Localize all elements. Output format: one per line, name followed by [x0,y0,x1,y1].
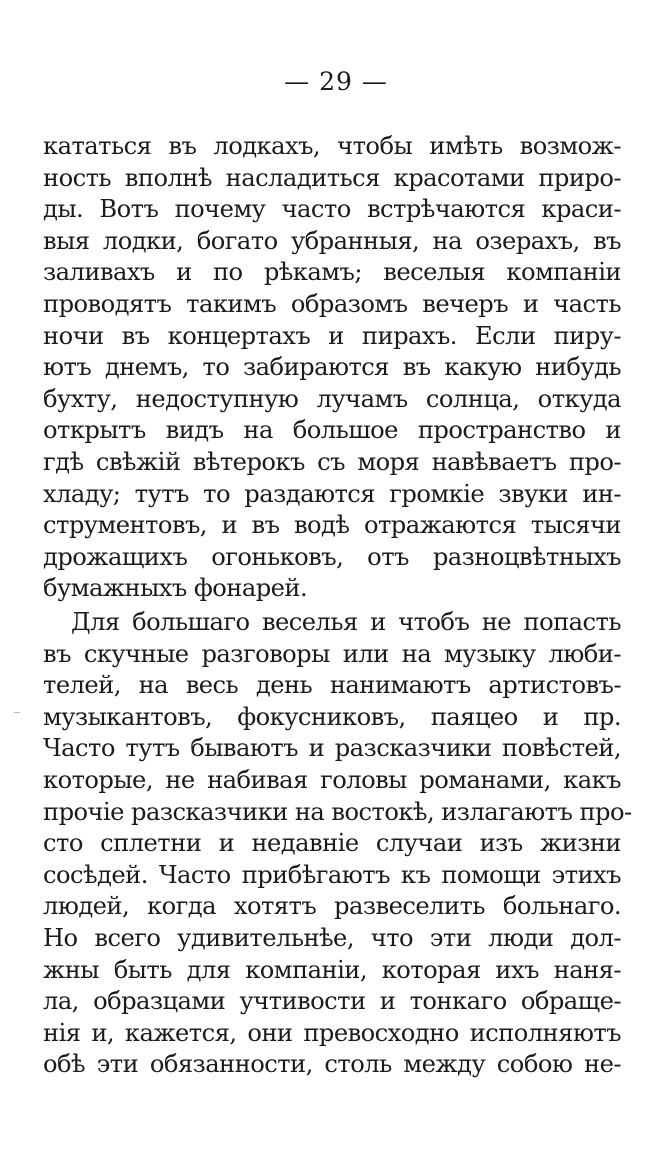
page-number: — 29 — [284,67,388,96]
paragraph-2 [43,607,632,1081]
text-line: открытъ видъ на большое пространство и [43,416,621,445]
margin-mark [14,712,20,713]
text-line: Часто тутъ бываютъ и разсказчики повѣстей, [43,734,621,763]
text-line: ды. Вотъ почему часто встрѣчаются краси- [43,195,621,224]
text-line: Для большаго веселья и чтобъ не попасть [71,608,621,636]
text-line: ютъ днемъ, то забираются въ какую нибудь [43,353,621,382]
text-line: жны быть для компаніи, которая ихъ наня- [43,955,621,984]
text-line: сто сплетни и недавніе случаи изъ жизни [43,829,621,858]
text-line: въ скучные разговоры или на музыку люби- [43,639,621,668]
text-line: бумажныхъ фонарей. [43,574,308,603]
text-line: бухту, недоступную лучамъ солнца, откуда [43,384,621,413]
text-line: сосѣдей. Часто прибѣгаютъ къ помощи этихъ [43,860,621,889]
text-line: заливахъ и по рѣкамъ; веселыя компаніи [43,258,621,287]
text-line: нія и, кажется, они превосходно исполняютъ [43,1018,621,1047]
text-line: телей, на весь день нанимаютъ артистовъ- [43,671,621,700]
text-line: ность вполнѣ насладиться красотами приро- [43,163,621,192]
text-line: выя лодки, богато убранныя, на озерахъ, въ [43,226,621,255]
text-line: людей, когда хотятъ развеселить больнаго. [43,892,621,921]
text-line: дрожащихъ огоньковъ, отъ разноцвѣтныхъ [43,542,621,571]
text-line: проводятъ такимъ образомъ вечеръ и часть [43,289,621,318]
text-line: Но всего удивительнѣе, что эти люди дол- [43,923,621,952]
text-line: которые, не набивая головы романами, какъ [43,765,621,794]
text-line: гдѣ свѣжій вѣтерокъ съ моря навѣваетъ про- [43,447,621,476]
text-line: музыкантовъ, фокусниковъ, паяцео и пр. [43,702,621,731]
text-line: хладу; тутъ то раздаются громкіе звуки ин- [43,479,621,508]
text-line: обѣ эти обязанности, столь между собою не- [43,1050,621,1079]
text-line: кататься въ лодкахъ, чтобы имѣть возмож- [43,132,621,160]
text-line: ночи въ концертахъ и пирахъ. Если пиру- [43,321,621,350]
text-line: ла, образцами учтивости и тонкаго обраще- [43,987,621,1016]
text-line: струментовъ, и въ водѣ отражаются тысячи [43,511,621,540]
text-line: прочіе разсказчики на востокѣ, излагаютъ про- [43,797,632,826]
paragraph-1 [43,131,621,605]
